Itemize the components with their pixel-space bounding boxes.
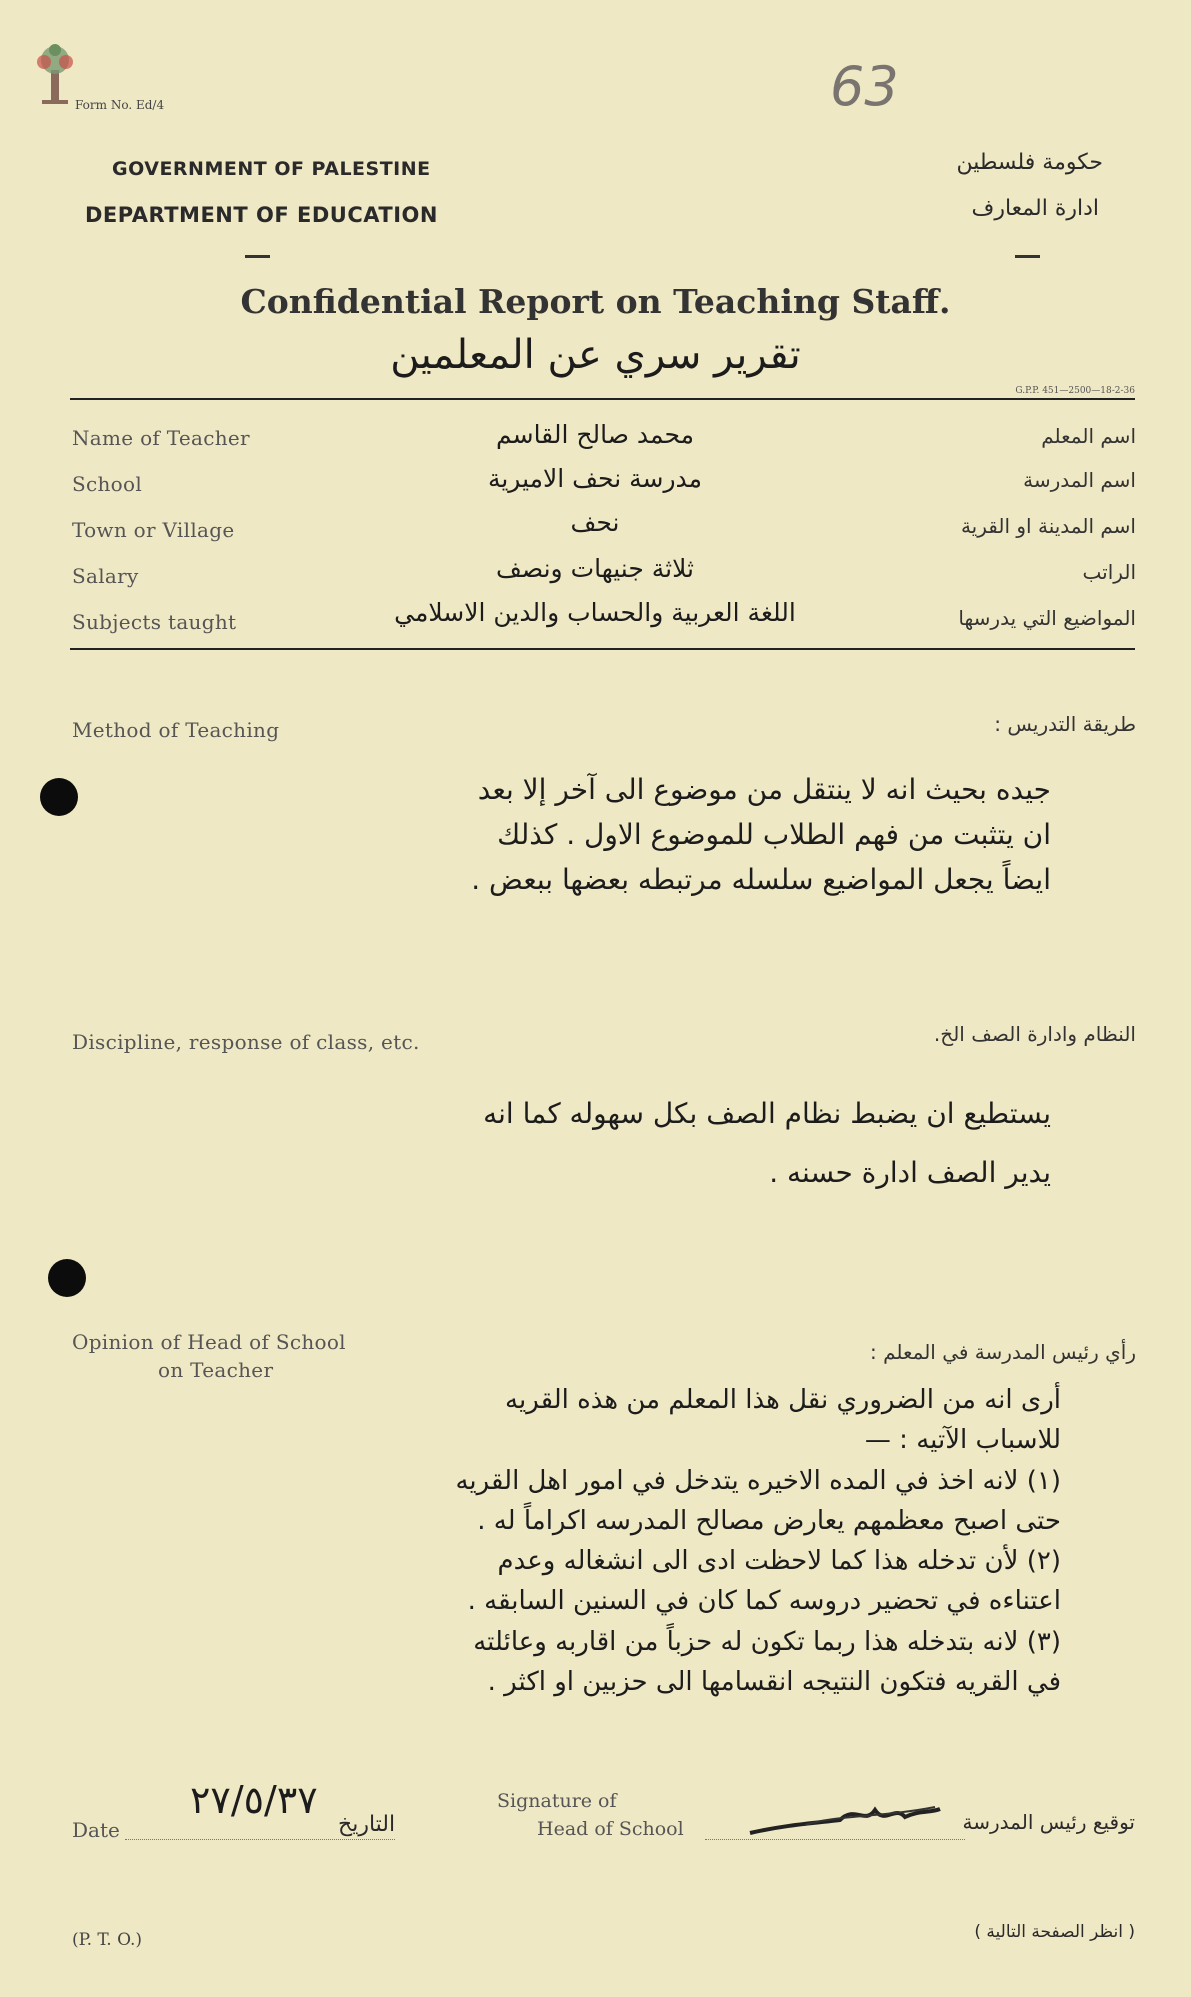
opinion-line-5: (٢) لأن تدخله هذا كما لاحظت ادى الى انشغاله وعدم [497, 1546, 1061, 1577]
department-ar: ادارة المعارف [971, 196, 1099, 221]
signature-label-en-2: Head of School [537, 1818, 684, 1840]
department-en: DEPARTMENT OF EDUCATION [85, 203, 438, 227]
method-label-ar: طريقة التدريس : [994, 712, 1136, 736]
top-rule [70, 398, 1135, 400]
opinion-line-4: حتى اصبح معظمهم يعارض مصالح المدرسه اكراماً له . [477, 1505, 1061, 1536]
title-ar: تقرير سري عن المعلمين [390, 332, 801, 378]
opinion-line-8: في القريه فتكون النتيجه انقسامها الى حزبين او اكثر . [487, 1667, 1061, 1698]
field-label-en-subjects: Subjects taught [72, 610, 237, 634]
opinion-line-3: (١) لانه اخذ في المده الاخيره يتدخل في امور اهل القريه [455, 1465, 1061, 1496]
punch-hole-top [40, 778, 78, 816]
fields-rule [70, 648, 1135, 650]
title-en: Confidential Report on Teaching Staff. [240, 282, 951, 321]
opinion-line-2: للاسباب الآتيه : — [864, 1425, 1061, 1456]
opinion-line-7: (٣) لانه بتدخله هذا ربما تكون له حزباً من اقاربه وعائلته [473, 1626, 1061, 1657]
signature-label-en-1: Signature of [497, 1790, 617, 1812]
signature-scribble-icon [745, 1795, 945, 1840]
signature-label-ar: توقيع رئيس المدرسة [962, 1810, 1135, 1834]
date-dotted-line [125, 1838, 395, 1840]
field-label-en-teacher: Name of Teacher [72, 426, 250, 450]
field-label-ar-subjects: المواضيع التي يدرسها [958, 606, 1136, 630]
discipline-label-ar: النظام وادارة الصف الخ. [933, 1022, 1136, 1046]
opinion-line-6: اعتناءه في تحضير دروسه كما كان في السنين السابقه . [467, 1586, 1061, 1617]
field-label-en-salary: Salary [72, 564, 139, 588]
discipline-line-2: يدير الصف ادارة حسنه . [769, 1155, 1051, 1189]
opinion-label-ar: رأي رئيس المدرسة في المعلم : [869, 1340, 1136, 1364]
date-label-ar: التاريخ [338, 1812, 396, 1837]
field-value-teacher: محمد صالح القاسم [495, 420, 694, 449]
discipline-line-1: يستطيع ان يضبط نظام الصف بكل سهوله كما انه [483, 1097, 1051, 1130]
pto-label-ar: ( انظر الصفحة التالية ) [974, 1922, 1135, 1942]
opinion-label-en-1: Opinion of Head of School [72, 1330, 346, 1354]
punch-hole-bottom [48, 1259, 86, 1297]
discipline-label-en: Discipline, response of class, etc. [72, 1030, 420, 1054]
method-label-en: Method of Teaching [72, 718, 280, 742]
page-number: 63 [830, 55, 899, 118]
header-divider-right [1015, 255, 1040, 258]
discipline-text [231, 1085, 1051, 1203]
government-en: GOVERNMENT OF PALESTINE [112, 158, 431, 180]
method-line-2: ان يتثبت من فهم الطلاب للموضوع الاول . كذلك [497, 817, 1051, 851]
date-label-en: Date [72, 1818, 120, 1842]
field-label-ar-school: اسم المدرسة [1023, 468, 1136, 492]
pto-label: (P. T. O.) [72, 1930, 143, 1950]
field-label-ar-teacher: اسم المعلم [1041, 424, 1136, 448]
field-value-town: نحف [570, 508, 620, 537]
opinion-line-1: أرى انه من الضروري نقل هذا المعلم من هذه القريه [505, 1385, 1061, 1415]
government-ar: حكومة فلسطين [956, 150, 1103, 175]
method-line-3: ايضاً يجعل المواضيع سلسله مرتبطه بعضها ببعض . [471, 862, 1051, 896]
tree-logo-icon [30, 40, 80, 110]
field-label-en-town: Town or Village [72, 518, 235, 542]
opinion-text [161, 1380, 1061, 1702]
print-code: G.P.P. 451—2500—18-2-36 [1015, 386, 1135, 396]
date-value: ٢٧/٥/٣٧ [190, 1778, 318, 1822]
method-text [231, 768, 1051, 902]
field-value-school: مدرسة نحف الاميرية [487, 464, 703, 493]
form-number: Form No. Ed/4 [75, 98, 165, 112]
field-label-ar-salary: الراتب [1082, 560, 1136, 584]
method-line-1: جيده بحيث انه لا ينتقل من موضوع الى آخر إلا بعد [477, 773, 1051, 806]
field-value-subjects: اللغة العربية والحساب والدين الاسلامي [394, 598, 796, 627]
field-label-en-school: School [72, 472, 143, 496]
field-label-ar-town: اسم المدينة او القرية [960, 514, 1136, 538]
header-divider-left [245, 255, 270, 258]
field-value-salary: ثلاثة جنيهات ونصف [496, 554, 694, 583]
opinion-label-en-2: on Teacher [158, 1358, 274, 1382]
